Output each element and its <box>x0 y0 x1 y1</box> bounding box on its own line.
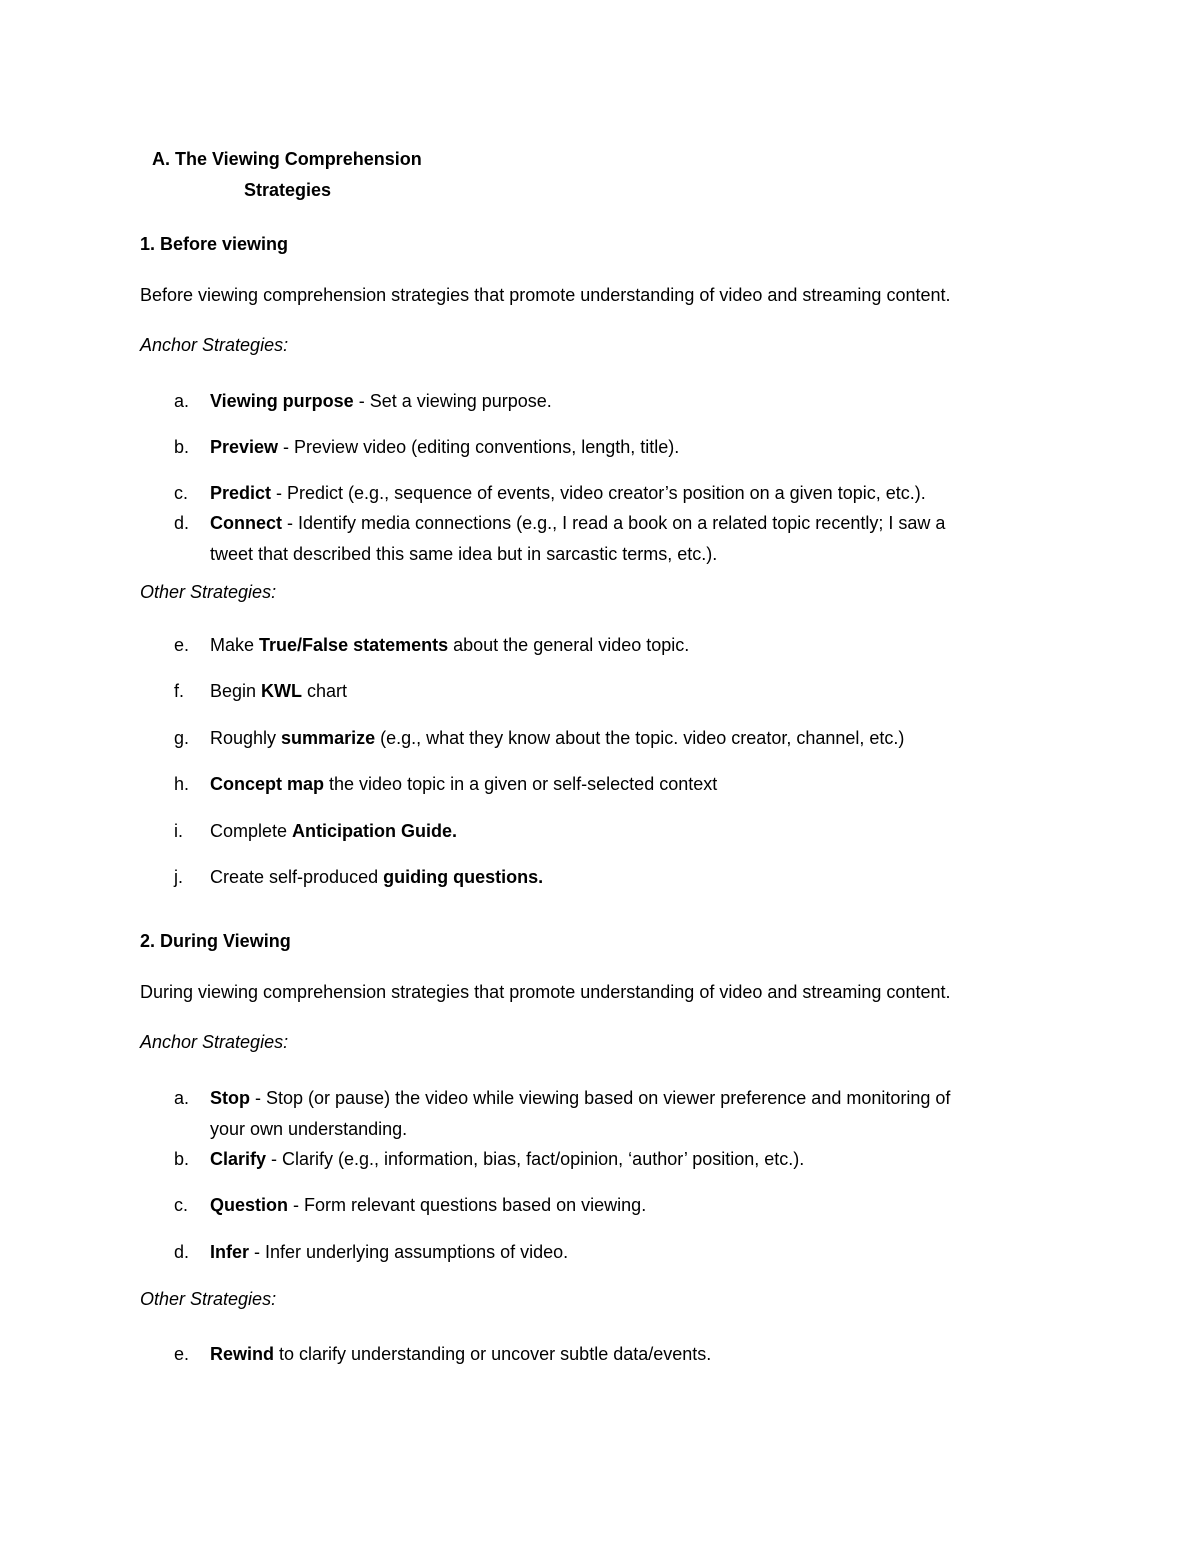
list-item-letter: e. <box>174 1344 190 1364</box>
list-item-text: Roughly summarize (e.g., what they know about the topic. video creator, channel, etc.) <box>210 728 905 748</box>
title-line-2: Strategies <box>244 180 332 200</box>
list-item-letter: c. <box>174 1195 189 1215</box>
list-item-text: Rewind to clarify understanding or uncover subtle data/events. <box>210 1344 712 1364</box>
list-item-letter: d. <box>174 1242 190 1262</box>
list-item-text-continued: your own understanding. <box>210 1119 408 1139</box>
section-1-heading: 1. Before viewing <box>140 234 289 254</box>
list-item-letter: d. <box>174 513 190 533</box>
list-item-letter: b. <box>174 437 190 457</box>
list-item-text: Question - Form relevant questions based on viewing. <box>210 1195 647 1215</box>
list-item-text: Complete Anticipation Guide. <box>210 821 458 841</box>
list-item-text: Clarify - Clarify (e.g., information, bias, fact/opinion, ‘author’ position, etc.). <box>210 1149 805 1169</box>
list-item-letter: c. <box>174 483 189 503</box>
list-item-letter: f. <box>174 681 185 701</box>
list-item-letter: a. <box>174 1088 190 1108</box>
list-item-letter: b. <box>174 1149 190 1169</box>
list-item-text: Make True/False statements about the general video topic. <box>210 635 690 655</box>
list-item-letter: e. <box>174 635 190 655</box>
section-2-anchor-label: Anchor Strategies: <box>140 1032 289 1052</box>
section-1-intro: Before viewing comprehension strategies that promote understanding of video and streaming content. <box>140 285 951 305</box>
section-1-anchor-label: Anchor Strategies: <box>140 335 289 355</box>
list-item-text: Infer - Infer underlying assumptions of video. <box>210 1242 569 1262</box>
list-item-text: Preview - Preview video (editing conventions, length, title). <box>210 437 680 457</box>
list-item-text: Concept map the video topic in a given or self-selected context <box>210 774 718 794</box>
list-item-letter: a. <box>174 391 190 411</box>
list-item-text: Viewing purpose - Set a viewing purpose. <box>210 391 552 411</box>
list-item-letter: j. <box>174 867 183 887</box>
title-line-1: A. The Viewing Comprehension <box>152 149 422 169</box>
list-item-letter: g. <box>174 728 190 748</box>
list-item-text: Begin KWL chart <box>210 681 348 701</box>
list-item-letter: h. <box>174 774 190 794</box>
section-2-intro: During viewing comprehension strategies that promote understanding of video and streaming content. <box>140 982 951 1002</box>
list-item-text: Connect - Identify media connections (e.g., I read a book on a related topic recently; I saw a <box>210 513 946 533</box>
list-item-text: Stop - Stop (or pause) the video while viewing based on viewer preference and monitoring of <box>210 1088 951 1108</box>
list-item-text-continued: tweet that described this same idea but in sarcastic terms, etc.). <box>210 544 718 564</box>
list-item-letter: i. <box>174 821 183 841</box>
section-2-other-label: Other Strategies: <box>140 1289 277 1309</box>
section-1-other-label: Other Strategies: <box>140 582 277 602</box>
section-2-heading: 2. During Viewing <box>140 931 291 951</box>
list-item-text: Predict - Predict (e.g., sequence of events, video creator’s position on a given topic, etc.). <box>210 483 926 503</box>
list-item-text: Create self-produced guiding questions. <box>210 867 544 887</box>
